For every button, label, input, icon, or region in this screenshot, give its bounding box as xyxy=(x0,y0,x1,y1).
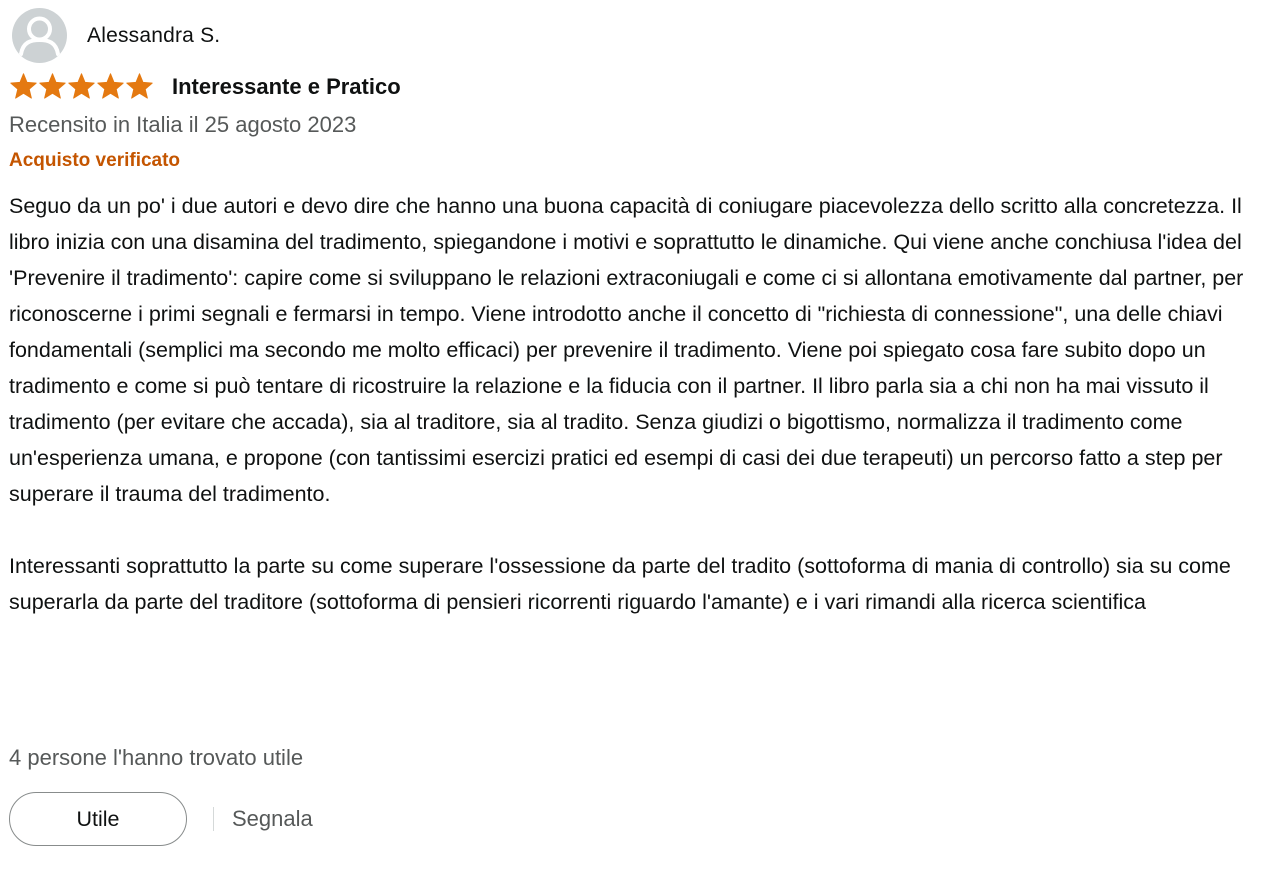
report-link[interactable]: Segnala xyxy=(232,806,313,831)
star-icon xyxy=(67,72,96,101)
star-rating[interactable] xyxy=(9,72,154,101)
verified-purchase-badge[interactable]: Acquisto verificato xyxy=(9,150,181,171)
star-icon xyxy=(9,72,38,101)
default-profile-avatar-icon[interactable] xyxy=(12,8,67,63)
star-icon xyxy=(38,72,67,101)
star-icon xyxy=(125,72,154,101)
helpful-count: 4 persone l'hanno trovato utile xyxy=(9,745,304,770)
review-body xyxy=(9,188,1244,620)
review-title[interactable]: Interessante e Pratico xyxy=(172,73,401,99)
review-date: Recensito in Italia il 25 agosto 2023 xyxy=(9,112,357,137)
review-title-row xyxy=(9,72,401,101)
review-paragraph: Seguo da un po' i due autori e devo dire che hanno una buona capacità di coniugare piacevolezza dello scritto alla concretezza. Il libro inizia con una disamina del tradimento, spiegandone i motivi e soprattutto le dinamiche. Qui viene anche conchiusa l'idea del 'Prevenire il tradimento': capire come si sviluppano le relazioni extraconiugali e come ci si allontana emotivamente dal partner, per riconoscerne i primi segnali e fermarsi in tempo. Viene introdotto anche il concetto di "richiesta di connessione", una delle chiavi fondamentali (semplici ma secondo me molto efficaci) per prevenire il tradimento. Viene poi spiegato cosa fare subito dopo un tradimento e come si può tentare di ricostruire la relazione e la fiducia con il partner. Il libro parla sia a chi non ha mai vissuto il tradimento (per evitare che accada), sia al traditore, sia al tradito. Senza giudizi o bigottismo, normalizza il tradimento come un'esperienza umana, e propone (con tantissimi esercizi pratici ed esempi di casi dei due terapeuti) un percorso fatto a step per superare il trauma del tradimento. xyxy=(9,194,1244,506)
reviewer-profile[interactable] xyxy=(12,8,220,63)
action-divider xyxy=(213,807,214,831)
review-paragraph: Interessanti soprattutto la parte su come superare l'ossessione da parte del tradito (sottoforma di mania di controllo) sia su come superarla da parte del traditore (sottoforma di pensieri ricorrenti riguardo l'amante) e i vari rimandi alla ricerca scientifica xyxy=(9,554,1231,614)
helpful-button[interactable]: Utile xyxy=(9,792,187,846)
review-actions xyxy=(9,792,313,846)
reviewer-name[interactable]: Alessandra S. xyxy=(87,23,221,47)
star-icon xyxy=(96,72,125,101)
